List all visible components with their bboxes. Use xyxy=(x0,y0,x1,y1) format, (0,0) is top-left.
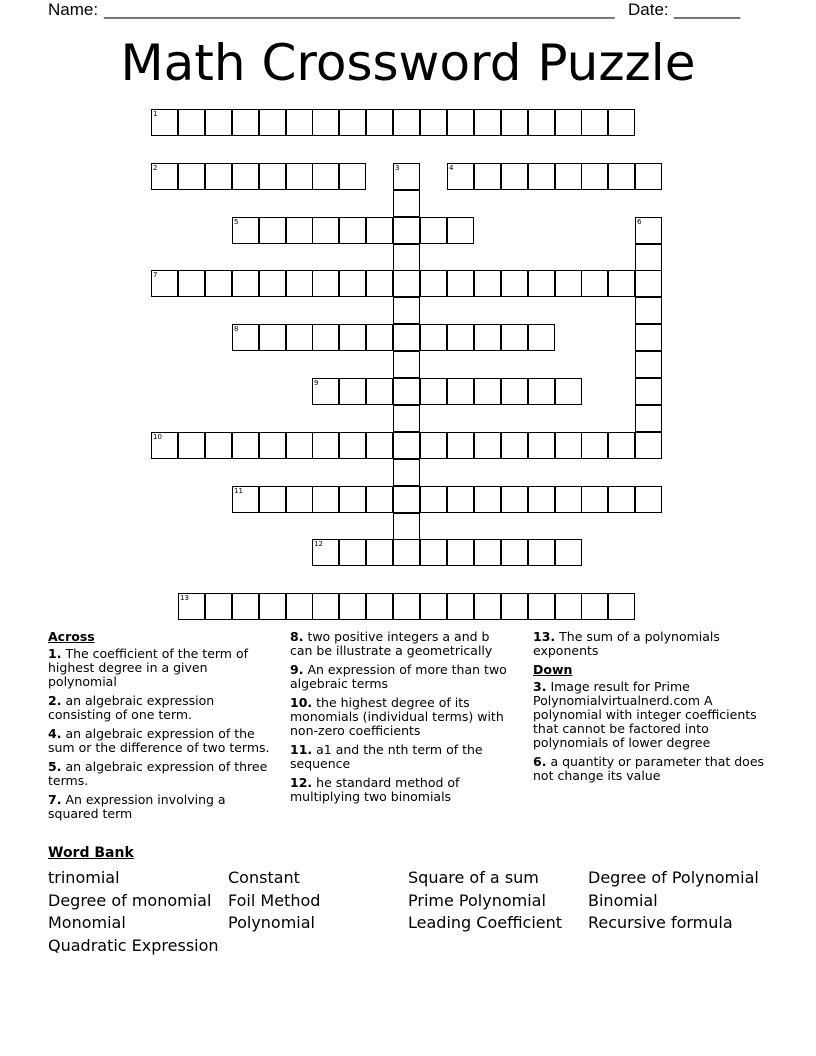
name-line: ______________________________________________________ xyxy=(104,0,615,19)
crossword-cell[interactable] xyxy=(555,539,582,566)
date-label: Date: xyxy=(628,0,669,19)
crossword-cell[interactable] xyxy=(420,539,447,566)
crossword-cell[interactable] xyxy=(420,486,447,513)
across-clues-col-2 xyxy=(290,630,512,809)
crossword-cell[interactable] xyxy=(205,432,232,459)
crossword-cell[interactable] xyxy=(232,270,259,297)
crossword-cell[interactable] xyxy=(447,486,474,513)
clue-text: The coefficient of the term of highest degree in a given polynomial xyxy=(48,646,249,689)
clue-across-4 xyxy=(48,727,270,755)
crossword-cell[interactable] xyxy=(393,190,420,217)
crossword-cell[interactable] xyxy=(555,109,582,136)
crossword-cell[interactable] xyxy=(447,270,474,297)
crossword-cell[interactable] xyxy=(205,593,232,620)
clue-across-9 xyxy=(290,663,512,691)
crossword-cell[interactable] xyxy=(528,109,555,136)
crossword-cell[interactable] xyxy=(366,270,393,297)
crossword-cell[interactable] xyxy=(501,324,528,351)
crossword-cell[interactable] xyxy=(393,351,420,378)
clue-text: Image result for Prime Polynomialvirtualnerd.com A polynomial with integer coefficients that cannot be factored into polynomials of lower degree xyxy=(533,679,757,750)
crossword-cell[interactable] xyxy=(151,432,178,459)
clue-number: 9. xyxy=(290,662,304,677)
crossword-cell[interactable] xyxy=(232,486,259,513)
crossword-cell[interactable] xyxy=(339,163,366,190)
crossword-cell[interactable] xyxy=(312,109,339,136)
crossword-cell[interactable] xyxy=(635,405,662,432)
crossword-cell[interactable] xyxy=(501,486,528,513)
crossword-cell[interactable] xyxy=(205,109,232,136)
clue-across-2 xyxy=(48,694,270,722)
crossword-cell[interactable] xyxy=(312,270,339,297)
crossword-cell[interactable] xyxy=(635,297,662,324)
crossword-cell[interactable] xyxy=(635,163,662,190)
crossword-cell[interactable] xyxy=(259,324,286,351)
word-bank-item: Recursive formula xyxy=(588,913,733,932)
crossword-cell[interactable] xyxy=(447,109,474,136)
crossword-cell[interactable] xyxy=(420,432,447,459)
crossword-cell[interactable] xyxy=(366,593,393,620)
crossword-cell[interactable] xyxy=(339,217,366,244)
crossword-cell[interactable] xyxy=(232,324,259,351)
crossword-cell[interactable] xyxy=(312,324,339,351)
crossword-cell[interactable] xyxy=(528,324,555,351)
crossword-cell[interactable] xyxy=(393,270,420,297)
crossword-cell[interactable] xyxy=(366,486,393,513)
word-bank-heading: Word Bank xyxy=(48,845,134,861)
crossword-cell[interactable] xyxy=(286,109,313,136)
word-bank-item: Polynomial xyxy=(228,913,315,932)
crossword-cell[interactable] xyxy=(474,324,501,351)
crossword-cell[interactable] xyxy=(286,324,313,351)
crossword-cell[interactable] xyxy=(555,432,582,459)
crossword-cell[interactable] xyxy=(581,593,608,620)
clue-text: two positive integers a and b can be illustrate a geometrically xyxy=(290,629,493,658)
crossword-cell[interactable] xyxy=(635,486,662,513)
word-bank-item: Monomial xyxy=(48,913,126,932)
crossword-cell[interactable] xyxy=(312,163,339,190)
crossword-cell[interactable] xyxy=(178,432,205,459)
crossword-cell[interactable] xyxy=(474,109,501,136)
crossword-cell[interactable] xyxy=(555,593,582,620)
word-bank-item: Constant xyxy=(228,868,300,887)
crossword-cell[interactable] xyxy=(501,109,528,136)
clue-number-label: 3 xyxy=(395,164,400,172)
crossword-cell[interactable] xyxy=(393,378,420,405)
word-bank-item: Foil Method xyxy=(228,891,321,910)
name-label: Name: xyxy=(48,0,99,19)
word-bank-item: Degree of Polynomial xyxy=(588,868,759,887)
crossword-cell[interactable] xyxy=(635,324,662,351)
clue-text: a1 and the nth term of the sequence xyxy=(290,742,483,771)
clue-number-label: 6 xyxy=(637,218,642,226)
crossword-cell[interactable] xyxy=(420,270,447,297)
clue-number-label: 7 xyxy=(153,271,158,279)
clue-number: 11. xyxy=(290,742,313,757)
clue-across-11 xyxy=(290,743,512,771)
crossword-cell[interactable] xyxy=(393,163,420,190)
crossword-cell[interactable] xyxy=(205,163,232,190)
crossword-cell[interactable] xyxy=(151,163,178,190)
crossword-cell[interactable] xyxy=(528,378,555,405)
crossword-cell[interactable] xyxy=(528,593,555,620)
clue-number-label: 8 xyxy=(234,325,239,333)
crossword-cell[interactable] xyxy=(366,432,393,459)
crossword-cell[interactable] xyxy=(232,593,259,620)
clue-across-8 xyxy=(290,630,512,658)
crossword-cell[interactable] xyxy=(393,539,420,566)
crossword-cell[interactable] xyxy=(151,270,178,297)
clue-down-6 xyxy=(533,755,773,783)
down-heading: Down xyxy=(533,662,573,677)
crossword-cell[interactable] xyxy=(447,539,474,566)
clue-number: 13. xyxy=(533,629,556,644)
clue-number-label: 12 xyxy=(314,540,323,548)
word-bank-item: Quadratic Expression xyxy=(48,936,219,955)
crossword-cell[interactable] xyxy=(420,109,447,136)
crossword-cell[interactable] xyxy=(528,432,555,459)
crossword-cell[interactable] xyxy=(312,217,339,244)
clue-text: an algebraic expression of the sum or the difference of two terms. xyxy=(48,726,270,755)
crossword-cell[interactable] xyxy=(339,432,366,459)
word-bank-item: trinomial xyxy=(48,868,120,887)
crossword-cell[interactable] xyxy=(366,378,393,405)
crossword-cell[interactable] xyxy=(447,163,474,190)
crossword-cell[interactable] xyxy=(420,593,447,620)
crossword-cell[interactable] xyxy=(501,593,528,620)
crossword-cell[interactable] xyxy=(232,217,259,244)
crossword-cell[interactable] xyxy=(286,432,313,459)
crossword-cell[interactable] xyxy=(447,217,474,244)
crossword-cell[interactable] xyxy=(393,486,420,513)
crossword-cell[interactable] xyxy=(635,270,662,297)
crossword-cell[interactable] xyxy=(447,324,474,351)
crossword-cell[interactable] xyxy=(635,217,662,244)
word-bank-item: Degree of monomial xyxy=(48,891,212,910)
crossword-cell[interactable] xyxy=(366,109,393,136)
crossword-cell[interactable] xyxy=(608,486,635,513)
crossword-cell[interactable] xyxy=(259,432,286,459)
crossword-cell[interactable] xyxy=(474,432,501,459)
crossword-cell[interactable] xyxy=(635,351,662,378)
crossword-cell[interactable] xyxy=(366,324,393,351)
crossword-cell[interactable] xyxy=(474,486,501,513)
crossword-cell[interactable] xyxy=(259,163,286,190)
crossword-cell[interactable] xyxy=(501,163,528,190)
clue-across-5 xyxy=(48,760,270,788)
crossword-cell[interactable] xyxy=(581,163,608,190)
crossword-cell[interactable] xyxy=(286,270,313,297)
crossword-cell[interactable] xyxy=(232,163,259,190)
crossword-cell[interactable] xyxy=(501,378,528,405)
crossword-cell[interactable] xyxy=(393,217,420,244)
crossword-cell[interactable] xyxy=(608,593,635,620)
crossword-cell[interactable] xyxy=(528,539,555,566)
crossword-cell[interactable] xyxy=(232,432,259,459)
clue-across-1 xyxy=(48,647,270,689)
crossword-cell[interactable] xyxy=(393,324,420,351)
crossword-cell[interactable] xyxy=(393,297,420,324)
crossword-cell[interactable] xyxy=(259,270,286,297)
clue-number-label: 13 xyxy=(180,594,189,602)
crossword-cell[interactable] xyxy=(178,270,205,297)
crossword-cell[interactable] xyxy=(286,486,313,513)
crossword-cell[interactable] xyxy=(339,539,366,566)
clue-number: 4. xyxy=(48,726,62,741)
crossword-cell[interactable] xyxy=(555,270,582,297)
clue-across-7 xyxy=(48,793,270,821)
crossword-cell[interactable] xyxy=(581,270,608,297)
clue-across-12 xyxy=(290,776,512,804)
clue-text: an algebraic expression of three terms. xyxy=(48,759,268,788)
word-bank-item: Leading Coefficient xyxy=(408,913,563,932)
clue-number: 5. xyxy=(48,759,62,774)
clue-number-label: 10 xyxy=(153,433,162,441)
crossword-cell[interactable] xyxy=(366,217,393,244)
crossword-cell[interactable] xyxy=(555,378,582,405)
crossword-cell[interactable] xyxy=(259,593,286,620)
crossword-cell[interactable] xyxy=(555,486,582,513)
crossword-cell[interactable] xyxy=(178,109,205,136)
crossword-cell[interactable] xyxy=(339,270,366,297)
word-bank-item: Square of a sum xyxy=(408,868,539,887)
crossword-cell[interactable] xyxy=(312,432,339,459)
crossword-cell[interactable] xyxy=(393,593,420,620)
crossword-cell[interactable] xyxy=(286,217,313,244)
clue-number: 7. xyxy=(48,792,62,807)
crossword-cell[interactable] xyxy=(501,270,528,297)
clue-number: 8. xyxy=(290,629,304,644)
crossword-cell[interactable] xyxy=(474,163,501,190)
crossword-cell[interactable] xyxy=(259,217,286,244)
clue-number-label: 4 xyxy=(449,164,454,172)
clue-across-13 xyxy=(533,630,773,658)
crossword-cell[interactable] xyxy=(608,432,635,459)
crossword-cell[interactable] xyxy=(393,405,420,432)
crossword-cell[interactable] xyxy=(474,378,501,405)
crossword-cell[interactable] xyxy=(474,270,501,297)
crossword-cell[interactable] xyxy=(259,109,286,136)
crossword-cell[interactable] xyxy=(393,459,420,486)
crossword-cell[interactable] xyxy=(286,593,313,620)
crossword-cell[interactable] xyxy=(393,513,420,540)
crossword-cell[interactable] xyxy=(608,109,635,136)
crossword-cell[interactable] xyxy=(393,432,420,459)
crossword-cell[interactable] xyxy=(178,163,205,190)
clue-text: an algebraic expression consisting of one term. xyxy=(48,693,215,722)
clue-number: 2. xyxy=(48,693,62,708)
crossword-cell[interactable] xyxy=(635,244,662,271)
crossword-cell[interactable] xyxy=(501,539,528,566)
clue-number: 3. xyxy=(533,679,547,694)
crossword-cell[interactable] xyxy=(232,109,259,136)
crossword-cell[interactable] xyxy=(205,270,232,297)
crossword-cell[interactable] xyxy=(420,378,447,405)
clue-text: The sum of a polynomials exponents xyxy=(533,629,720,658)
crossword-cell[interactable] xyxy=(608,163,635,190)
crossword-cell[interactable] xyxy=(528,486,555,513)
crossword-cell[interactable] xyxy=(474,539,501,566)
crossword-cell[interactable] xyxy=(312,593,339,620)
crossword-cell[interactable] xyxy=(339,109,366,136)
crossword-cell[interactable] xyxy=(447,593,474,620)
clue-text: the highest degree of its monomials (individual terms) with non-zero coefficients xyxy=(290,695,504,738)
clue-number: 1. xyxy=(48,646,62,661)
crossword-cell[interactable] xyxy=(501,432,528,459)
clue-number: 10. xyxy=(290,695,313,710)
across-clues-col-1 xyxy=(48,630,270,826)
clue-number-label: 9 xyxy=(314,379,319,387)
clue-across-10 xyxy=(290,696,512,738)
clue-number-label: 5 xyxy=(234,218,239,226)
crossword-cell[interactable] xyxy=(581,486,608,513)
crossword-cell[interactable] xyxy=(555,163,582,190)
crossword-cell[interactable] xyxy=(366,539,393,566)
clue-text: a quantity or parameter that does not change its value xyxy=(533,754,765,783)
page-title: Math Crossword Puzzle xyxy=(120,34,696,92)
crossword-cell[interactable] xyxy=(420,324,447,351)
crossword-cell[interactable] xyxy=(286,163,313,190)
crossword-cell[interactable] xyxy=(420,217,447,244)
word-bank-item: Prime Polynomial xyxy=(408,891,546,910)
clue-text: he standard method of multiplying two binomials xyxy=(290,775,460,804)
clue-number: 6. xyxy=(533,754,547,769)
crossword-cell[interactable] xyxy=(393,109,420,136)
crossword-cell[interactable] xyxy=(151,109,178,136)
date-line: _______ xyxy=(674,0,741,19)
clue-number-label: 1 xyxy=(153,110,158,118)
crossword-cell[interactable] xyxy=(339,486,366,513)
crossword-cell[interactable] xyxy=(339,593,366,620)
crossword-cell[interactable] xyxy=(474,593,501,620)
crossword-cell[interactable] xyxy=(635,378,662,405)
crossword-cell[interactable] xyxy=(447,432,474,459)
crossword-cell[interactable] xyxy=(312,539,339,566)
crossword-cell[interactable] xyxy=(178,593,205,620)
clue-text: An expression involving a squared term xyxy=(48,792,226,821)
crossword-cell[interactable] xyxy=(447,378,474,405)
across-heading: Across xyxy=(48,629,95,644)
clues-col-3 xyxy=(533,630,773,788)
crossword-cell[interactable] xyxy=(528,270,555,297)
crossword-cell[interactable] xyxy=(635,432,662,459)
crossword-cell[interactable] xyxy=(339,378,366,405)
crossword-cell[interactable] xyxy=(608,270,635,297)
crossword-cell[interactable] xyxy=(339,324,366,351)
crossword-cell[interactable] xyxy=(528,163,555,190)
clue-number-label: 11 xyxy=(234,487,243,495)
clue-down-3 xyxy=(533,680,773,750)
crossword-cell[interactable] xyxy=(312,486,339,513)
crossword-cell[interactable] xyxy=(393,244,420,271)
clue-number-label: 2 xyxy=(153,164,158,172)
crossword-cell[interactable] xyxy=(581,109,608,136)
word-bank-item: Binomial xyxy=(588,891,658,910)
crossword-cell[interactable] xyxy=(259,486,286,513)
clue-number: 12. xyxy=(290,775,313,790)
crossword-cell[interactable] xyxy=(581,432,608,459)
crossword-cell[interactable] xyxy=(312,378,339,405)
clue-text: An expression of more than two algebraic terms xyxy=(290,662,507,691)
